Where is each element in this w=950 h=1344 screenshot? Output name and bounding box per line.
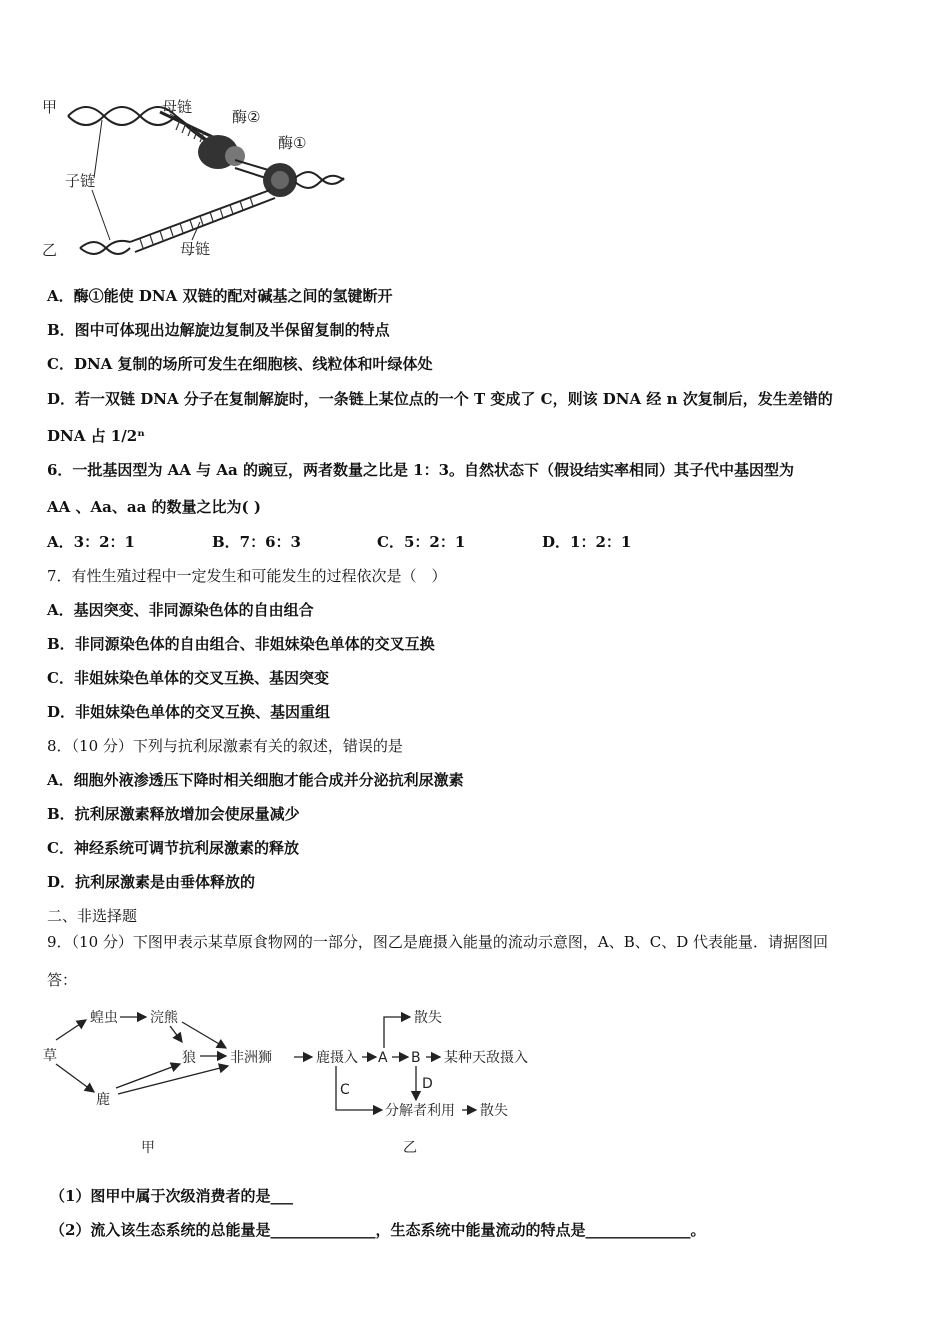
node-lion: 非洲狮	[230, 1050, 272, 1066]
foodweb-caption: 甲	[141, 1140, 155, 1156]
label-jia: 甲	[42, 98, 58, 116]
energy-decomposer: 分解者利用	[385, 1103, 455, 1119]
label-mulian-top: 母链	[162, 98, 193, 116]
q8-option-c: C．神经系统可调节抗利尿激素的释放	[47, 839, 299, 857]
label-mulian-bottom: 母链	[180, 240, 211, 258]
q5-option-b: B．图中可体现出边解旋边复制及半保留复制的特点	[47, 321, 390, 339]
node-bear: 浣熊	[150, 1010, 178, 1026]
energy-b: B	[411, 1050, 421, 1066]
q8-stem: 8．（10 分）下列与抗利尿激素有关的叙述，错误的是	[47, 737, 403, 755]
arrow-bear-wolf	[170, 1026, 182, 1042]
q6-option-b: B．7：6：3	[212, 533, 301, 551]
q7-option-c: C．非姐妹染色单体的交叉互换、基因突变	[47, 669, 329, 687]
q8-option-b: B．抗利尿激素释放增加会使尿量减少	[47, 805, 300, 823]
q5-option-d: D．若一双链 DNA 分子在复制解旋时，一条链上某位点的一个 T 变成了 C，则该 DNA 经 n 次复制后，发生差错的	[47, 390, 833, 408]
node-deer: 鹿	[96, 1092, 110, 1108]
q6-stem: 6．一批基因型为 AA 与 Aa 的豌豆，两者数量之比是 1：3。自然状态下（假设结实率相同）其子代中基因型为	[47, 461, 795, 479]
q6-stem-cont: AA 、Aa、aa 的数量之比为( )	[47, 498, 261, 516]
energy-predator: 某种天敌摄入	[444, 1050, 528, 1066]
foodweb-figure	[40, 1000, 300, 1160]
node-locust: 蝗虫	[90, 1010, 118, 1026]
q6-option-d: D．1：2：1	[542, 533, 632, 551]
energy-flow-figure	[290, 1000, 540, 1160]
q9-stem-cont: 答：	[47, 971, 78, 989]
dna-replication-figure	[40, 90, 360, 265]
energy-d: D	[422, 1076, 433, 1092]
energy-a: A	[378, 1050, 388, 1066]
q7-option-d: D．非姐妹染色单体的交叉互换、基因重组	[47, 703, 331, 721]
energy-loss-bottom: 散失	[480, 1103, 508, 1119]
q5-option-a: A．酶①能使 DNA 双链的配对碱基之间的氢键断开	[47, 287, 393, 305]
label-enzyme2: 酶②	[232, 108, 261, 126]
arrow-a-loss	[384, 1017, 410, 1048]
q8-option-d: D．抗利尿激素是由垂体释放的	[47, 873, 256, 891]
arrow-bear-lion	[182, 1022, 226, 1048]
q9-sub1: （1）图甲中属于次级消费者的是___	[50, 1187, 293, 1205]
section2-title: 二、非选择题	[47, 907, 138, 925]
energy-c: C	[340, 1082, 350, 1098]
label-zilian: 子链	[65, 172, 96, 190]
q5-option-d-cont: DNA 占 1/2ⁿ	[47, 427, 145, 445]
q6-option-c: C．5：2：1	[377, 533, 466, 551]
arrow-deer-wolf	[116, 1064, 180, 1088]
label-yi: 乙	[42, 241, 58, 259]
energy-intake: 鹿摄入	[316, 1050, 358, 1066]
q7-option-b: B．非同源染色体的自由组合、非姐妹染色单体的交叉互换	[47, 635, 435, 653]
q5-option-c: C．DNA 复制的场所可发生在细胞核、线粒体和叶绿体处	[47, 355, 433, 373]
q9-sub2: （2）流入该生态系统的总能量是______________，生态系统中能量流动的特点是______________。	[50, 1221, 706, 1239]
energy-caption: 乙	[403, 1140, 417, 1156]
arrow-grass-deer	[56, 1064, 94, 1092]
arrow-deer-lion	[118, 1066, 228, 1094]
q7-option-a: A．基因突变、非同源染色体的自由组合	[47, 601, 314, 619]
q6-option-a: A．3：2：1	[47, 533, 135, 551]
q8-option-a: A．细胞外液渗透压下降时相关细胞才能合成并分泌抗利尿激素	[47, 771, 464, 789]
node-grass: 草	[43, 1048, 57, 1064]
energy-loss-top: 散失	[414, 1010, 442, 1026]
lower-helix	[80, 190, 275, 254]
q9-stem: 9．（10 分）下图甲表示某草原食物网的一部分，图乙是鹿摄入能量的流动示意图，A、B、C、D 代表能量．请据图回	[47, 933, 829, 951]
q7-stem: 7．有性生殖过程中一定发生和可能发生的过程依次是（ ）	[47, 567, 447, 585]
node-wolf: 狼	[182, 1050, 196, 1066]
label-enzyme1: 酶①	[278, 134, 307, 152]
arrow-grass-locust	[56, 1020, 86, 1040]
